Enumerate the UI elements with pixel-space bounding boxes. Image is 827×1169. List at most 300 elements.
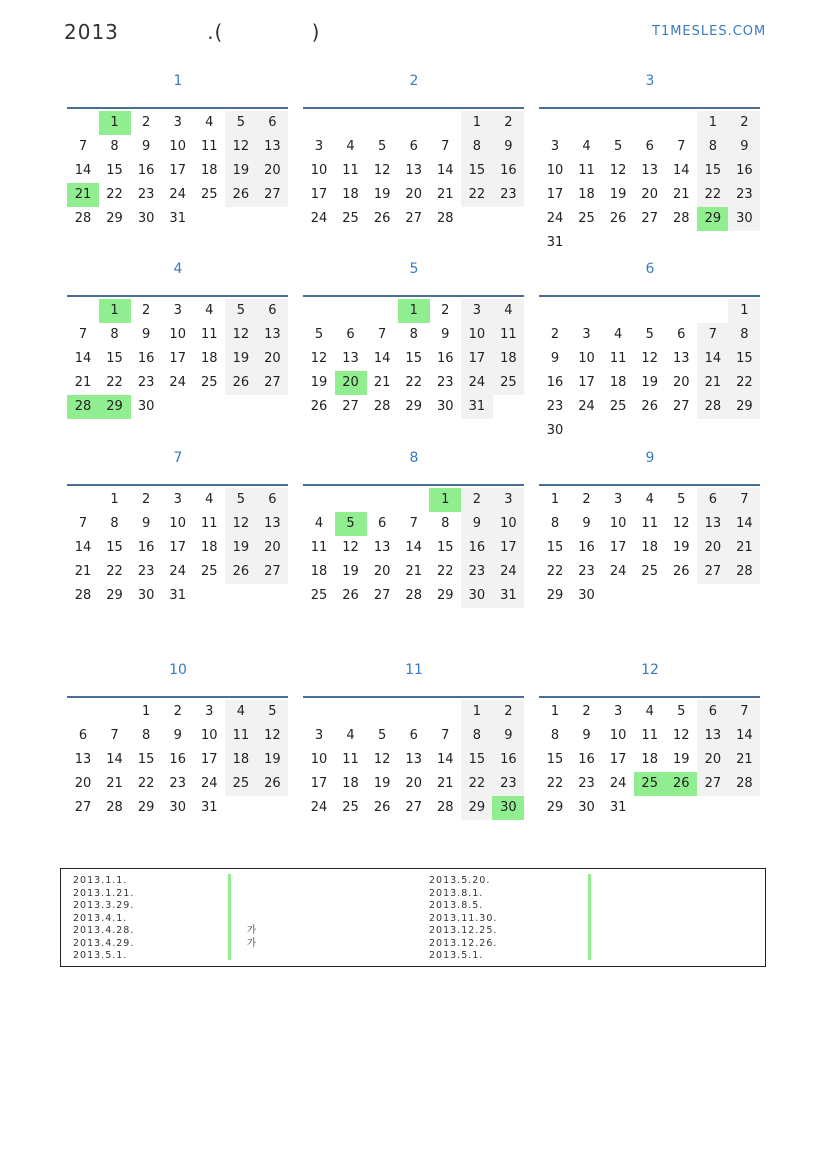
day-cell[interactable]: 22	[137, 776, 155, 791]
day-cell[interactable]: 12	[225, 135, 257, 159]
day-cell[interactable]: 13	[697, 512, 729, 536]
day-cell[interactable]: 7	[78, 139, 88, 154]
day-cell[interactable]: 14	[74, 351, 92, 366]
day-cell[interactable]: 11	[310, 540, 328, 555]
day-cell[interactable]: 11	[200, 327, 218, 342]
day-cell[interactable]: 23	[137, 187, 155, 202]
day-cell[interactable]: 10	[492, 512, 524, 536]
day-cell[interactable]: 8	[110, 139, 119, 154]
day-cell[interactable]: 7	[677, 139, 686, 154]
day-cell[interactable]: 6	[409, 728, 418, 743]
day-cell[interactable]: 7	[409, 516, 418, 531]
day-cell[interactable]: 23	[492, 183, 524, 207]
day-cell[interactable]: 19	[672, 540, 690, 555]
day-cell[interactable]: 16	[492, 159, 524, 183]
day-cell[interactable]: 4	[205, 492, 214, 507]
day-cell[interactable]: 30	[137, 211, 155, 226]
day-cell[interactable]: 1	[110, 492, 119, 507]
day-cell[interactable]: 30	[578, 800, 595, 815]
day-cell[interactable]: 23	[137, 564, 155, 579]
day-cell[interactable]: 15	[436, 540, 454, 555]
day-cell[interactable]: 16	[137, 163, 155, 178]
day-cell[interactable]: 22	[461, 183, 493, 207]
day-cell[interactable]: 25	[310, 588, 328, 603]
day-cell[interactable]: 2	[141, 492, 151, 507]
day-cell[interactable]: 3	[314, 728, 324, 743]
day-cell[interactable]: 22	[436, 564, 454, 579]
day-cell[interactable]: 28	[728, 772, 760, 796]
day-cell[interactable]: 21	[672, 187, 690, 202]
day-cell[interactable]: 2	[141, 115, 151, 130]
day-cell[interactable]: 13	[256, 512, 288, 536]
day-cell[interactable]: 11	[578, 163, 595, 178]
day-cell[interactable]: 7	[377, 327, 387, 342]
day-cell[interactable]: 21	[436, 187, 454, 202]
day-cell[interactable]: 13	[641, 163, 658, 178]
day-cell[interactable]: 8	[728, 323, 760, 347]
day-cell[interactable]: 20	[373, 564, 391, 579]
day-cell[interactable]: 8	[550, 516, 560, 531]
day-cell[interactable]: 6	[409, 139, 418, 154]
day-cell[interactable]: 21	[436, 776, 454, 791]
day-cell[interactable]: 27	[256, 183, 288, 207]
day-cell[interactable]: 29	[461, 796, 493, 820]
day-cell[interactable]: 3	[205, 704, 214, 719]
day-cell[interactable]: 26	[665, 772, 697, 796]
day-cell[interactable]: 18	[200, 540, 218, 555]
day-cell[interactable]: 10	[461, 323, 493, 347]
day-cell[interactable]: 18	[200, 351, 218, 366]
day-cell[interactable]: 15	[546, 752, 564, 767]
day-cell[interactable]: 31	[461, 395, 493, 419]
day-cell[interactable]: 20	[335, 371, 367, 395]
day-cell[interactable]: 19	[672, 752, 690, 767]
day-cell[interactable]: 21	[74, 375, 92, 390]
day-cell[interactable]: 22	[405, 375, 422, 390]
day-cell[interactable]: 13	[672, 351, 690, 366]
day-cell[interactable]: 15	[405, 351, 422, 366]
day-cell[interactable]: 18	[342, 187, 359, 202]
day-cell[interactable]: 5	[377, 728, 387, 743]
day-cell[interactable]: 4	[205, 115, 214, 130]
day-cell[interactable]: 10	[609, 516, 627, 531]
day-cell[interactable]: 7	[728, 488, 760, 512]
day-cell[interactable]: 6	[256, 111, 288, 135]
day-cell[interactable]: 17	[609, 752, 627, 767]
day-cell[interactable]: 31	[169, 211, 186, 226]
day-cell[interactable]: 13	[256, 323, 288, 347]
day-cell[interactable]: 11	[342, 752, 359, 767]
day-cell[interactable]: 23	[578, 564, 595, 579]
day-cell[interactable]: 27	[342, 399, 359, 414]
day-cell[interactable]: 9	[582, 728, 591, 743]
day-cell[interactable]: 20	[256, 347, 288, 371]
day-cell[interactable]: 10	[578, 351, 595, 366]
day-cell[interactable]: 5	[225, 299, 257, 323]
day-cell[interactable]: 15	[106, 351, 123, 366]
day-cell[interactable]: 17	[169, 540, 186, 555]
day-cell[interactable]: 15	[106, 163, 123, 178]
day-cell[interactable]: 20	[697, 748, 729, 772]
day-cell[interactable]: 29	[405, 399, 422, 414]
day-cell[interactable]: 29	[137, 800, 155, 815]
day-cell[interactable]: 30	[461, 584, 493, 608]
day-cell[interactable]: 29	[436, 588, 454, 603]
day-cell[interactable]: 31	[492, 584, 524, 608]
day-cell[interactable]: 23	[492, 772, 524, 796]
day-cell[interactable]: 28	[672, 211, 690, 226]
day-cell[interactable]: 16	[578, 540, 595, 555]
day-cell[interactable]: 13	[373, 540, 391, 555]
day-cell[interactable]: 27	[641, 211, 658, 226]
day-cell[interactable]: 1	[99, 299, 131, 323]
day-cell[interactable]: 17	[310, 187, 328, 202]
day-cell[interactable]: 31	[609, 800, 627, 815]
day-cell[interactable]: 27	[697, 560, 729, 584]
day-cell[interactable]: 3	[173, 115, 182, 130]
day-cell[interactable]: 9	[141, 327, 151, 342]
day-cell[interactable]: 4	[314, 516, 324, 531]
day-cell[interactable]: 24	[169, 375, 186, 390]
day-cell[interactable]: 17	[200, 752, 218, 767]
day-cell[interactable]: 9	[550, 351, 560, 366]
day-cell[interactable]: 11	[641, 516, 658, 531]
day-cell[interactable]: 23	[169, 776, 186, 791]
day-cell[interactable]: 6	[377, 516, 387, 531]
day-cell[interactable]: 17	[310, 776, 328, 791]
day-cell[interactable]: 9	[728, 135, 760, 159]
day-cell[interactable]: 11	[609, 351, 627, 366]
day-cell[interactable]: 10	[310, 163, 328, 178]
day-cell[interactable]: 18	[641, 540, 658, 555]
day-cell[interactable]: 30	[137, 588, 155, 603]
day-cell[interactable]: 5	[256, 700, 288, 724]
day-cell[interactable]: 12	[310, 351, 328, 366]
day-cell[interactable]: 18	[342, 776, 359, 791]
day-cell[interactable]: 19	[225, 159, 257, 183]
day-cell[interactable]: 5	[225, 488, 257, 512]
day-cell[interactable]: 13	[405, 752, 422, 767]
day-cell[interactable]: 2	[492, 700, 524, 724]
day-cell[interactable]: 12	[225, 512, 257, 536]
day-cell[interactable]: 5	[225, 111, 257, 135]
day-cell[interactable]: 28	[405, 588, 422, 603]
day-cell[interactable]: 8	[550, 728, 560, 743]
day-cell[interactable]: 22	[697, 183, 729, 207]
day-cell[interactable]: 16	[578, 752, 595, 767]
day-cell[interactable]: 30	[137, 399, 155, 414]
day-cell[interactable]: 24	[200, 776, 218, 791]
day-cell[interactable]: 28	[697, 395, 729, 419]
day-cell[interactable]: 21	[74, 564, 92, 579]
day-cell[interactable]: 29	[99, 395, 131, 419]
day-cell[interactable]: 26	[225, 560, 257, 584]
day-cell[interactable]: 1	[429, 488, 461, 512]
day-cell[interactable]: 31	[200, 800, 218, 815]
day-cell[interactable]: 1	[461, 111, 493, 135]
day-cell[interactable]: 27	[256, 560, 288, 584]
day-cell[interactable]: 1	[550, 492, 560, 507]
day-cell[interactable]: 28	[67, 395, 99, 419]
day-cell[interactable]: 30	[436, 399, 454, 414]
day-cell[interactable]: 20	[74, 776, 92, 791]
day-cell[interactable]: 1	[99, 111, 131, 135]
day-cell[interactable]: 10	[200, 728, 218, 743]
day-cell[interactable]: 22	[106, 375, 123, 390]
day-cell[interactable]: 24	[169, 564, 186, 579]
day-cell[interactable]: 15	[461, 159, 493, 183]
day-cell[interactable]: 3	[613, 704, 623, 719]
day-cell[interactable]: 21	[697, 371, 729, 395]
day-cell[interactable]: 28	[74, 211, 92, 226]
day-cell[interactable]: 11	[641, 728, 658, 743]
day-cell[interactable]: 15	[137, 752, 155, 767]
day-cell[interactable]: 12	[373, 752, 391, 767]
day-cell[interactable]: 27	[256, 371, 288, 395]
day-cell[interactable]: 6	[346, 327, 355, 342]
day-cell[interactable]: 29	[106, 211, 123, 226]
day-cell[interactable]: 23	[137, 375, 155, 390]
day-cell[interactable]: 1	[461, 700, 493, 724]
day-cell[interactable]: 8	[110, 327, 119, 342]
day-cell[interactable]: 25	[200, 375, 218, 390]
day-cell[interactable]: 9	[582, 516, 591, 531]
day-cell[interactable]: 18	[310, 564, 328, 579]
day-cell[interactable]: 8	[409, 327, 418, 342]
day-cell[interactable]: 5	[314, 327, 324, 342]
day-cell[interactable]: 8	[110, 516, 119, 531]
day-cell[interactable]: 19	[342, 564, 359, 579]
day-cell[interactable]: 2	[550, 327, 560, 342]
day-cell[interactable]: 29	[697, 207, 729, 231]
day-cell[interactable]: 23	[436, 375, 454, 390]
day-cell[interactable]: 23	[461, 560, 493, 584]
day-cell[interactable]: 9	[441, 327, 450, 342]
day-cell[interactable]: 17	[609, 540, 627, 555]
day-cell[interactable]: 20	[672, 375, 690, 390]
day-cell[interactable]: 24	[609, 776, 627, 791]
day-cell[interactable]: 10	[169, 516, 186, 531]
day-cell[interactable]: 3	[550, 139, 560, 154]
day-cell[interactable]: 14	[74, 163, 92, 178]
day-cell[interactable]: 14	[728, 724, 760, 748]
day-cell[interactable]: 29	[106, 588, 123, 603]
day-cell[interactable]: 19	[256, 748, 288, 772]
day-cell[interactable]: 16	[436, 351, 454, 366]
day-cell[interactable]: 18	[225, 748, 257, 772]
day-cell[interactable]: 10	[169, 139, 186, 154]
day-cell[interactable]: 21	[373, 375, 391, 390]
day-cell[interactable]: 26	[256, 772, 288, 796]
day-cell[interactable]: 21	[405, 564, 422, 579]
day-cell[interactable]: 5	[677, 492, 686, 507]
day-cell[interactable]: 20	[405, 776, 422, 791]
day-cell[interactable]: 4	[346, 139, 355, 154]
day-cell[interactable]: 12	[641, 351, 658, 366]
day-cell[interactable]: 9	[141, 516, 151, 531]
day-cell[interactable]: 7	[441, 728, 450, 743]
day-cell[interactable]: 22	[546, 564, 564, 579]
day-cell[interactable]: 6	[256, 299, 288, 323]
day-cell[interactable]: 4	[225, 700, 257, 724]
day-cell[interactable]: 1	[141, 704, 151, 719]
day-cell[interactable]: 8	[697, 135, 729, 159]
day-cell[interactable]: 12	[342, 540, 359, 555]
day-cell[interactable]: 20	[405, 187, 422, 202]
day-cell[interactable]: 14	[728, 512, 760, 536]
day-cell[interactable]: 14	[373, 351, 391, 366]
day-cell[interactable]: 14	[672, 163, 690, 178]
day-cell[interactable]: 9	[141, 139, 151, 154]
day-cell[interactable]: 27	[373, 588, 391, 603]
day-cell[interactable]: 9	[461, 512, 493, 536]
day-cell[interactable]: 21	[728, 748, 760, 772]
day-cell[interactable]: 6	[256, 488, 288, 512]
day-cell[interactable]: 25	[225, 772, 257, 796]
day-cell[interactable]: 20	[256, 536, 288, 560]
day-cell[interactable]: 8	[461, 135, 493, 159]
day-cell[interactable]: 10	[310, 752, 328, 767]
day-cell[interactable]: 28	[728, 560, 760, 584]
day-cell[interactable]: 14	[436, 163, 454, 178]
day-cell[interactable]: 21	[728, 536, 760, 560]
day-cell[interactable]: 2	[582, 704, 591, 719]
day-cell[interactable]: 14	[106, 752, 123, 767]
day-cell[interactable]: 11	[492, 323, 524, 347]
day-cell[interactable]: 24	[492, 560, 524, 584]
day-cell[interactable]: 19	[373, 776, 391, 791]
day-cell[interactable]: 14	[405, 540, 422, 555]
day-cell[interactable]: 17	[169, 163, 186, 178]
day-cell[interactable]: 15	[697, 159, 729, 183]
day-cell[interactable]: 15	[106, 540, 123, 555]
day-cell[interactable]: 1	[697, 111, 729, 135]
day-cell[interactable]: 2	[141, 303, 151, 318]
day-cell[interactable]: 26	[373, 211, 391, 226]
day-cell[interactable]: 12	[225, 323, 257, 347]
day-cell[interactable]: 7	[78, 516, 88, 531]
day-cell[interactable]: 3	[582, 327, 591, 342]
day-cell[interactable]: 16	[492, 748, 524, 772]
day-cell[interactable]: 26	[373, 800, 391, 815]
day-cell[interactable]: 8	[461, 724, 493, 748]
day-cell[interactable]: 11	[342, 163, 359, 178]
day-cell[interactable]: 7	[441, 139, 450, 154]
day-cell[interactable]: 1	[398, 299, 430, 323]
day-cell[interactable]: 22	[461, 772, 493, 796]
day-cell[interactable]: 9	[492, 724, 524, 748]
day-cell[interactable]: 19	[641, 375, 658, 390]
day-cell[interactable]: 1	[550, 704, 560, 719]
day-cell[interactable]: 12	[609, 163, 627, 178]
day-cell[interactable]: 2	[492, 111, 524, 135]
day-cell[interactable]: 5	[335, 512, 367, 536]
day-cell[interactable]: 4	[346, 728, 355, 743]
day-cell[interactable]: 30	[728, 207, 760, 231]
day-cell[interactable]: 2	[582, 492, 591, 507]
day-cell[interactable]: 15	[546, 540, 564, 555]
day-cell[interactable]: 7	[697, 323, 729, 347]
day-cell[interactable]: 28	[373, 399, 391, 414]
day-cell[interactable]: 3	[461, 299, 493, 323]
day-cell[interactable]: 25	[200, 187, 218, 202]
day-cell[interactable]: 22	[728, 371, 760, 395]
day-cell[interactable]: 13	[405, 163, 422, 178]
day-cell[interactable]: 17	[461, 347, 493, 371]
day-cell[interactable]: 17	[546, 187, 564, 202]
day-cell[interactable]: 19	[225, 536, 257, 560]
day-cell[interactable]: 23	[728, 183, 760, 207]
day-cell[interactable]: 12	[672, 728, 690, 743]
day-cell[interactable]: 3	[492, 488, 524, 512]
day-cell[interactable]: 28	[436, 211, 454, 226]
day-cell[interactable]: 4	[582, 139, 591, 154]
day-cell[interactable]: 17	[169, 351, 186, 366]
day-cell[interactable]: 16	[137, 351, 155, 366]
day-cell[interactable]: 20	[697, 536, 729, 560]
day-cell[interactable]: 18	[609, 375, 627, 390]
day-cell[interactable]: 4	[205, 303, 214, 318]
day-cell[interactable]: 18	[492, 347, 524, 371]
day-cell[interactable]: 13	[342, 351, 359, 366]
day-cell[interactable]: 4	[645, 492, 654, 507]
day-cell[interactable]: 26	[641, 399, 658, 414]
day-cell[interactable]: 2	[173, 704, 182, 719]
day-cell[interactable]: 17	[492, 536, 524, 560]
day-cell[interactable]: 25	[641, 564, 658, 579]
day-cell[interactable]: 16	[137, 540, 155, 555]
day-cell[interactable]: 24	[578, 399, 595, 414]
day-cell[interactable]: 3	[173, 492, 182, 507]
day-cell[interactable]: 23	[546, 399, 564, 414]
day-cell[interactable]: 24	[310, 211, 328, 226]
day-cell[interactable]: 5	[377, 139, 387, 154]
day-cell[interactable]: 14	[436, 752, 454, 767]
day-cell[interactable]: 26	[609, 211, 627, 226]
day-cell[interactable]: 2	[728, 111, 760, 135]
day-cell[interactable]: 5	[613, 139, 623, 154]
day-cell[interactable]: 26	[225, 371, 257, 395]
day-cell[interactable]: 6	[677, 327, 686, 342]
day-cell[interactable]: 25	[342, 800, 359, 815]
day-cell[interactable]: 20	[256, 159, 288, 183]
day-cell[interactable]: 30	[578, 588, 595, 603]
day-cell[interactable]: 24	[609, 564, 627, 579]
day-cell[interactable]: 31	[169, 588, 186, 603]
day-cell[interactable]: 29	[546, 588, 564, 603]
day-cell[interactable]: 30	[169, 800, 186, 815]
day-cell[interactable]: 24	[546, 211, 564, 226]
day-cell[interactable]: 7	[728, 700, 760, 724]
day-cell[interactable]: 10	[169, 327, 186, 342]
day-cell[interactable]: 2	[461, 488, 493, 512]
day-cell[interactable]: 16	[728, 159, 760, 183]
day-cell[interactable]: 25	[634, 772, 666, 796]
day-cell[interactable]: 26	[342, 588, 359, 603]
day-cell[interactable]: 9	[492, 135, 524, 159]
day-cell[interactable]: 22	[106, 187, 123, 202]
day-cell[interactable]: 19	[310, 375, 328, 390]
day-cell[interactable]: 4	[645, 704, 654, 719]
day-cell[interactable]: 27	[405, 800, 422, 815]
day-cell[interactable]: 23	[578, 776, 595, 791]
day-cell[interactable]: 17	[578, 375, 595, 390]
day-cell[interactable]: 28	[436, 800, 454, 815]
day-cell[interactable]: 12	[256, 724, 288, 748]
day-cell[interactable]: 27	[74, 800, 92, 815]
day-cell[interactable]: 16	[169, 752, 186, 767]
day-cell[interactable]: 30	[546, 423, 564, 438]
